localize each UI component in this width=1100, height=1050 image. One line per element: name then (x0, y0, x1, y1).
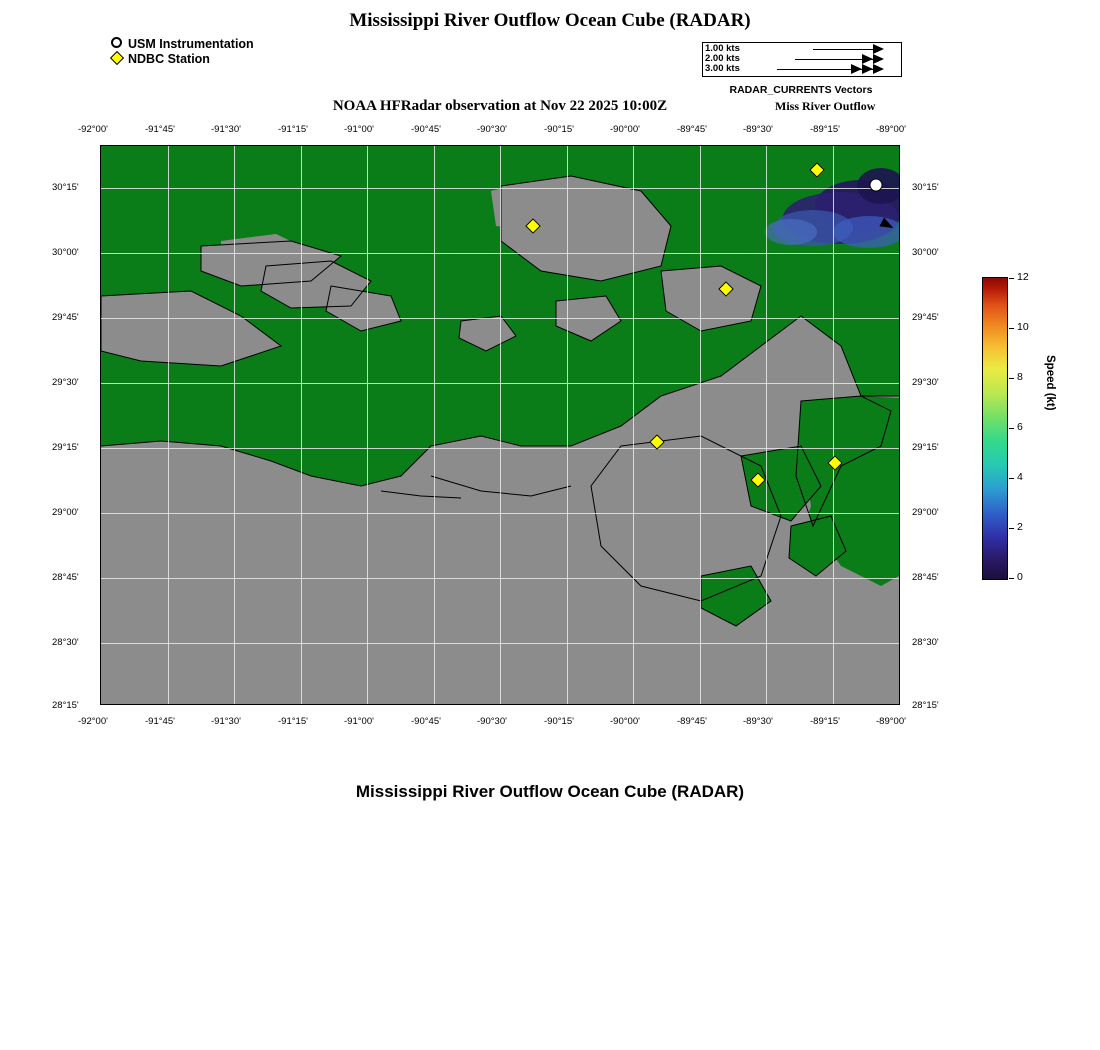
gridline-horizontal (101, 383, 899, 384)
gridline-vertical (367, 146, 368, 704)
gridline-horizontal (101, 513, 899, 514)
y-axis-label-right: 28°30' (912, 637, 939, 648)
colorbar-label: 0 (1017, 571, 1023, 583)
vector-scale-label-1: 1.00 kts (705, 43, 740, 54)
x-axis-label-bottom: -89°15' (810, 716, 840, 727)
x-axis-label-bottom: -91°00' (344, 716, 374, 727)
y-axis-label-right: 29°00' (912, 507, 939, 518)
x-axis-label-top: -91°30' (211, 124, 241, 135)
colorbar-label: 8 (1017, 371, 1023, 383)
diamond-marker-icon (110, 51, 128, 66)
gridline-vertical (301, 146, 302, 704)
colorbar-tick (1009, 528, 1014, 529)
x-axis-label-bottom: -89°30' (743, 716, 773, 727)
y-axis-label-left: 29°15' (52, 442, 79, 453)
outflow-annotation: Miss River Outflow (775, 99, 876, 113)
x-axis-label-top: -91°15' (278, 124, 308, 135)
colorbar-title: Speed (kt) (1044, 355, 1056, 411)
marker-legend (110, 36, 254, 66)
x-axis-label-bottom: -90°00' (610, 716, 640, 727)
speed-colorbar (982, 277, 1008, 580)
colorbar-tick (1009, 328, 1014, 329)
legend-label-ndbc: NDBC Station (128, 51, 210, 66)
y-axis-label-left: 29°30' (52, 377, 79, 388)
colorbar-label: 2 (1017, 521, 1023, 533)
gridline-vertical (567, 146, 568, 704)
legend-item-ndbc (110, 51, 254, 66)
y-axis-label-left: 30°15' (52, 182, 79, 193)
colorbar-label: 12 (1017, 271, 1029, 283)
x-axis-label-top: -89°15' (810, 124, 840, 135)
x-axis-label-top: -90°45' (411, 124, 441, 135)
vector-key-caption: RADAR_CURRENTS Vectors (729, 84, 873, 96)
colorbar-label: 6 (1017, 421, 1023, 433)
x-axis-label-top: -91°00' (344, 124, 374, 135)
footer-title: Mississippi River Outflow Ocean Cube (RADAR) (355, 782, 745, 801)
y-axis-label-right: 30°00' (912, 247, 939, 258)
x-axis-label-bottom: -91°45' (145, 716, 175, 727)
x-axis-label-bottom: -92°00' (78, 716, 108, 727)
x-axis-label-top: -90°15' (544, 124, 574, 135)
x-axis-label-top: -90°30' (477, 124, 507, 135)
gridline-vertical (833, 146, 834, 704)
colorbar-tick (1009, 278, 1014, 279)
y-axis-label-left: 28°30' (52, 637, 79, 648)
usm-instrumentation-marker[interactable] (870, 179, 883, 192)
y-axis-label-left: 29°45' (52, 312, 79, 323)
y-axis-label-right: 28°15' (912, 700, 939, 711)
x-axis-label-top: -89°00' (876, 124, 906, 135)
gridline-vertical (633, 146, 634, 704)
gridline-vertical (766, 146, 767, 704)
gridline-vertical (500, 146, 501, 704)
x-axis-label-bottom: -90°15' (544, 716, 574, 727)
colorbar-label: 10 (1017, 321, 1029, 333)
map-canvas[interactable] (100, 145, 900, 705)
y-axis-label-left: 28°45' (52, 572, 79, 583)
colorbar-tick (1009, 478, 1014, 479)
x-axis-label-top: -90°00' (610, 124, 640, 135)
y-axis-label-left: 28°15' (52, 700, 79, 711)
vector-arrow-head-2 (873, 54, 884, 64)
y-axis-label-right: 29°15' (912, 442, 939, 453)
gridline-vertical (434, 146, 435, 704)
y-axis-label-left: 29°00' (52, 507, 79, 518)
vector-arrow-head-2b (862, 54, 873, 64)
gridline-horizontal (101, 318, 899, 319)
colorbar-tick (1009, 378, 1014, 379)
y-axis-label-right: 30°15' (912, 182, 939, 193)
colorbar-label: 4 (1017, 471, 1023, 483)
x-axis-label-bottom: -89°45' (677, 716, 707, 727)
colorbar-tick (1009, 428, 1014, 429)
gridline-horizontal (101, 188, 899, 189)
x-axis-label-bottom: -90°45' (411, 716, 441, 727)
legend-item-usm (110, 36, 254, 51)
vector-arrow-head-3b (862, 64, 873, 74)
x-axis-label-bottom: -89°00' (876, 716, 906, 727)
vector-arrow-line-1 (813, 49, 875, 50)
vector-scale-label-2: 2.00 kts (705, 53, 740, 64)
gridline-horizontal (101, 643, 899, 644)
y-axis-label-right: 29°45' (912, 312, 939, 323)
vector-arrow-head-3 (873, 64, 884, 74)
x-axis-label-top: -92°00' (78, 124, 108, 135)
page-title: Mississippi River Outflow Ocean Cube (RADAR) (349, 10, 751, 31)
x-axis-label-top: -89°30' (743, 124, 773, 135)
x-axis-label-bottom: -91°15' (278, 716, 308, 727)
x-axis-label-bottom: -91°30' (211, 716, 241, 727)
gridline-horizontal (101, 578, 899, 579)
gridline-vertical (168, 146, 169, 704)
x-axis-label-top: -91°45' (145, 124, 175, 135)
vector-arrow-head-1 (873, 44, 884, 54)
y-axis-label-right: 29°30' (912, 377, 939, 388)
vector-scale-key (702, 42, 902, 77)
colorbar-tick (1009, 578, 1014, 579)
x-axis-label-bottom: -90°30' (477, 716, 507, 727)
observation-subtitle: NOAA HFRadar observation at Nov 22 2025 10:00Z (332, 98, 668, 114)
y-axis-label-right: 28°45' (912, 572, 939, 583)
vector-scale-label-3: 3.00 kts (705, 63, 740, 74)
y-axis-label-left: 30°00' (52, 247, 79, 258)
circle-marker-icon (110, 36, 128, 51)
gridline-vertical (700, 146, 701, 704)
gridline-vertical (234, 146, 235, 704)
gridline-horizontal (101, 253, 899, 254)
x-axis-label-top: -89°45' (677, 124, 707, 135)
legend-label-usm: USM Instrumentation (128, 36, 254, 51)
gridline-horizontal (101, 448, 899, 449)
vector-arrow-head-3c (851, 64, 862, 74)
map-layers (101, 146, 899, 704)
